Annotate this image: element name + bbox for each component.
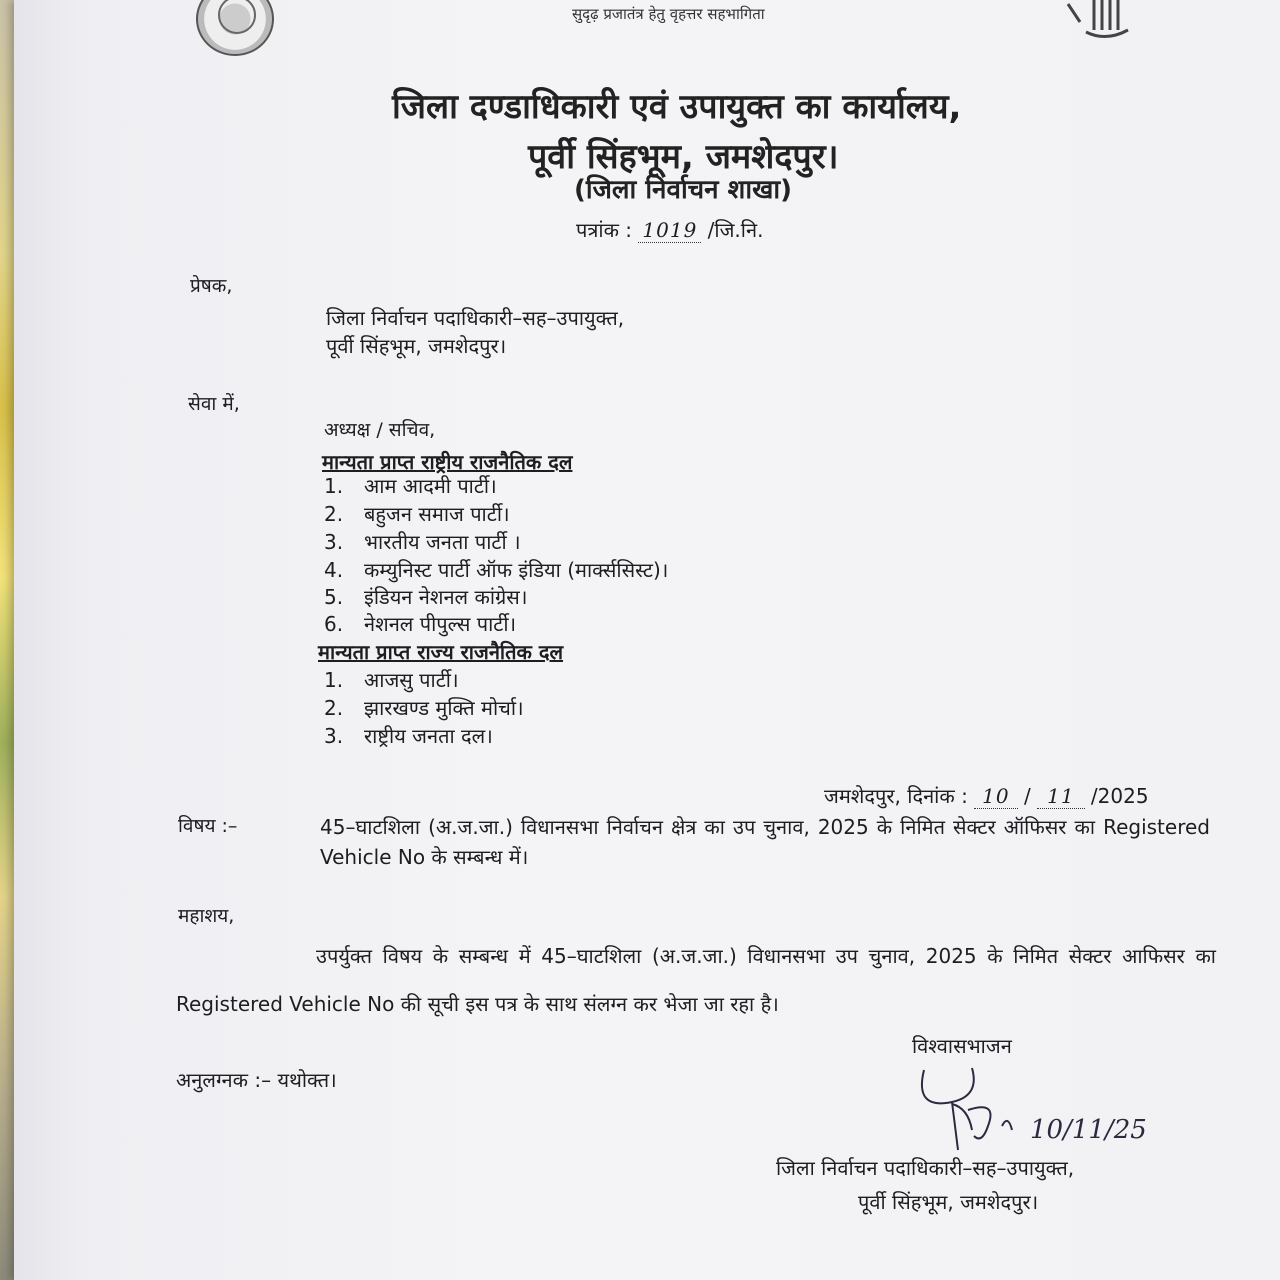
sender-line-2: पूर्वी सिंहभूम, जमशेदपुर। bbox=[326, 334, 507, 358]
signatory-line-2: पूर्वी सिंहभूम, जमशेदपुर। bbox=[858, 1190, 1039, 1214]
state-party-item: 2. झारखण्ड मुक्ति मोर्चा। bbox=[324, 696, 524, 720]
office-title: जिला दण्डाधिकारी एवं उपायुक्त का कार्यालय, bbox=[392, 87, 962, 127]
subject-label: विषय :– bbox=[178, 815, 238, 837]
national-party-item: 5. इंडियन नेशनल कांग्रेस। bbox=[324, 585, 528, 609]
office-location: पूर्वी सिंहभूम, जमशेदपुर। bbox=[528, 137, 839, 177]
closing: विश्वासभाजन bbox=[912, 1034, 1012, 1058]
branch-name: (जिला निर्वाचन शाखा) bbox=[574, 175, 792, 205]
national-party-item: 1. आम आदमी पार्टी। bbox=[324, 474, 497, 498]
letter-date: जमशेदपुर, दिनांक : 10 / 11 /2025 bbox=[824, 784, 1149, 808]
national-party-item: 2. बहुजन समाज पार्टी। bbox=[324, 502, 510, 526]
letter-body-text: उपर्युक्त विषय के सम्बन्ध में 45–घाटशिला (अ.ज.जा.) विधानसभा उप चुनाव, 2025 के निमित सेक्टर आफिसर का Registered Vehicle No की सूची इस पत्र के साथ संलग्न कर भेजा जा रहा है। bbox=[176, 944, 1216, 1016]
national-party-item: 6. नेशनल पीपुल्स पार्टी। bbox=[324, 612, 517, 636]
national-party-item: 3. भारतीय जनता पार्टी । bbox=[324, 530, 521, 554]
state-parties-heading: मान्यता प्राप्त राज्य राजनैतिक दल bbox=[318, 640, 564, 664]
state-party-item: 1. आजसु पार्टी। bbox=[324, 668, 459, 692]
letter-number bbox=[576, 216, 763, 243]
national-party-item: 4. कम्युनिस्ट पार्टी ऑफ इंडिया (मार्क्ससिस्ट)। bbox=[324, 558, 669, 582]
signatory-line-1: जिला निर्वाचन पदाधिकारी–सह–उपायुक्त, bbox=[776, 1156, 1075, 1180]
date-month: 11 bbox=[1037, 784, 1084, 809]
enclosure: अनुलग्नक :– यथोक्त। bbox=[176, 1068, 337, 1092]
election-commission-logo-icon bbox=[1058, 0, 1138, 52]
sender-label: प्रेषक, bbox=[190, 275, 233, 297]
date-year: /2025 bbox=[1090, 784, 1149, 808]
letter-number-suffix: /जि.नि. bbox=[707, 218, 764, 242]
national-parties-heading: मान्यता प्राप्त राष्ट्रीय राजनैतिक दल bbox=[322, 450, 573, 474]
sender-line-1: जिला निर्वाचन पदाधिकारी–सह–उपायुक्त, bbox=[326, 306, 625, 330]
letter-number-value: 1019 bbox=[638, 218, 701, 243]
date-label: जमशेदपुर, दिनांक : bbox=[824, 784, 968, 808]
recipient-title: अध्यक्ष / सचिव, bbox=[324, 419, 436, 441]
salutation: महाशय, bbox=[178, 905, 235, 927]
letter-number-label: पत्रांक : bbox=[576, 218, 633, 242]
date-day: 10 bbox=[974, 784, 1017, 809]
state-party-item: 3. राष्ट्रीय जनता दल। bbox=[324, 724, 493, 748]
signature-date: 10/11/25 bbox=[1030, 1115, 1147, 1145]
recipient-label: सेवा में, bbox=[188, 393, 240, 415]
handwritten-signature bbox=[912, 1040, 1147, 1160]
tagline: सुदृढ़ प्रजातंत्र हेतु वृहत्तर सहभागिता bbox=[572, 5, 765, 23]
letter-body bbox=[176, 932, 1216, 1028]
subject-text: 45–घाटशिला (अ.ज.जा.) विधानसभा निर्वाचन क्षेत्र का उप चुनाव, 2025 के निमित सेक्टर ऑफिसर का Registered Vehicle No के सम्बन्ध में। bbox=[320, 815, 1210, 869]
